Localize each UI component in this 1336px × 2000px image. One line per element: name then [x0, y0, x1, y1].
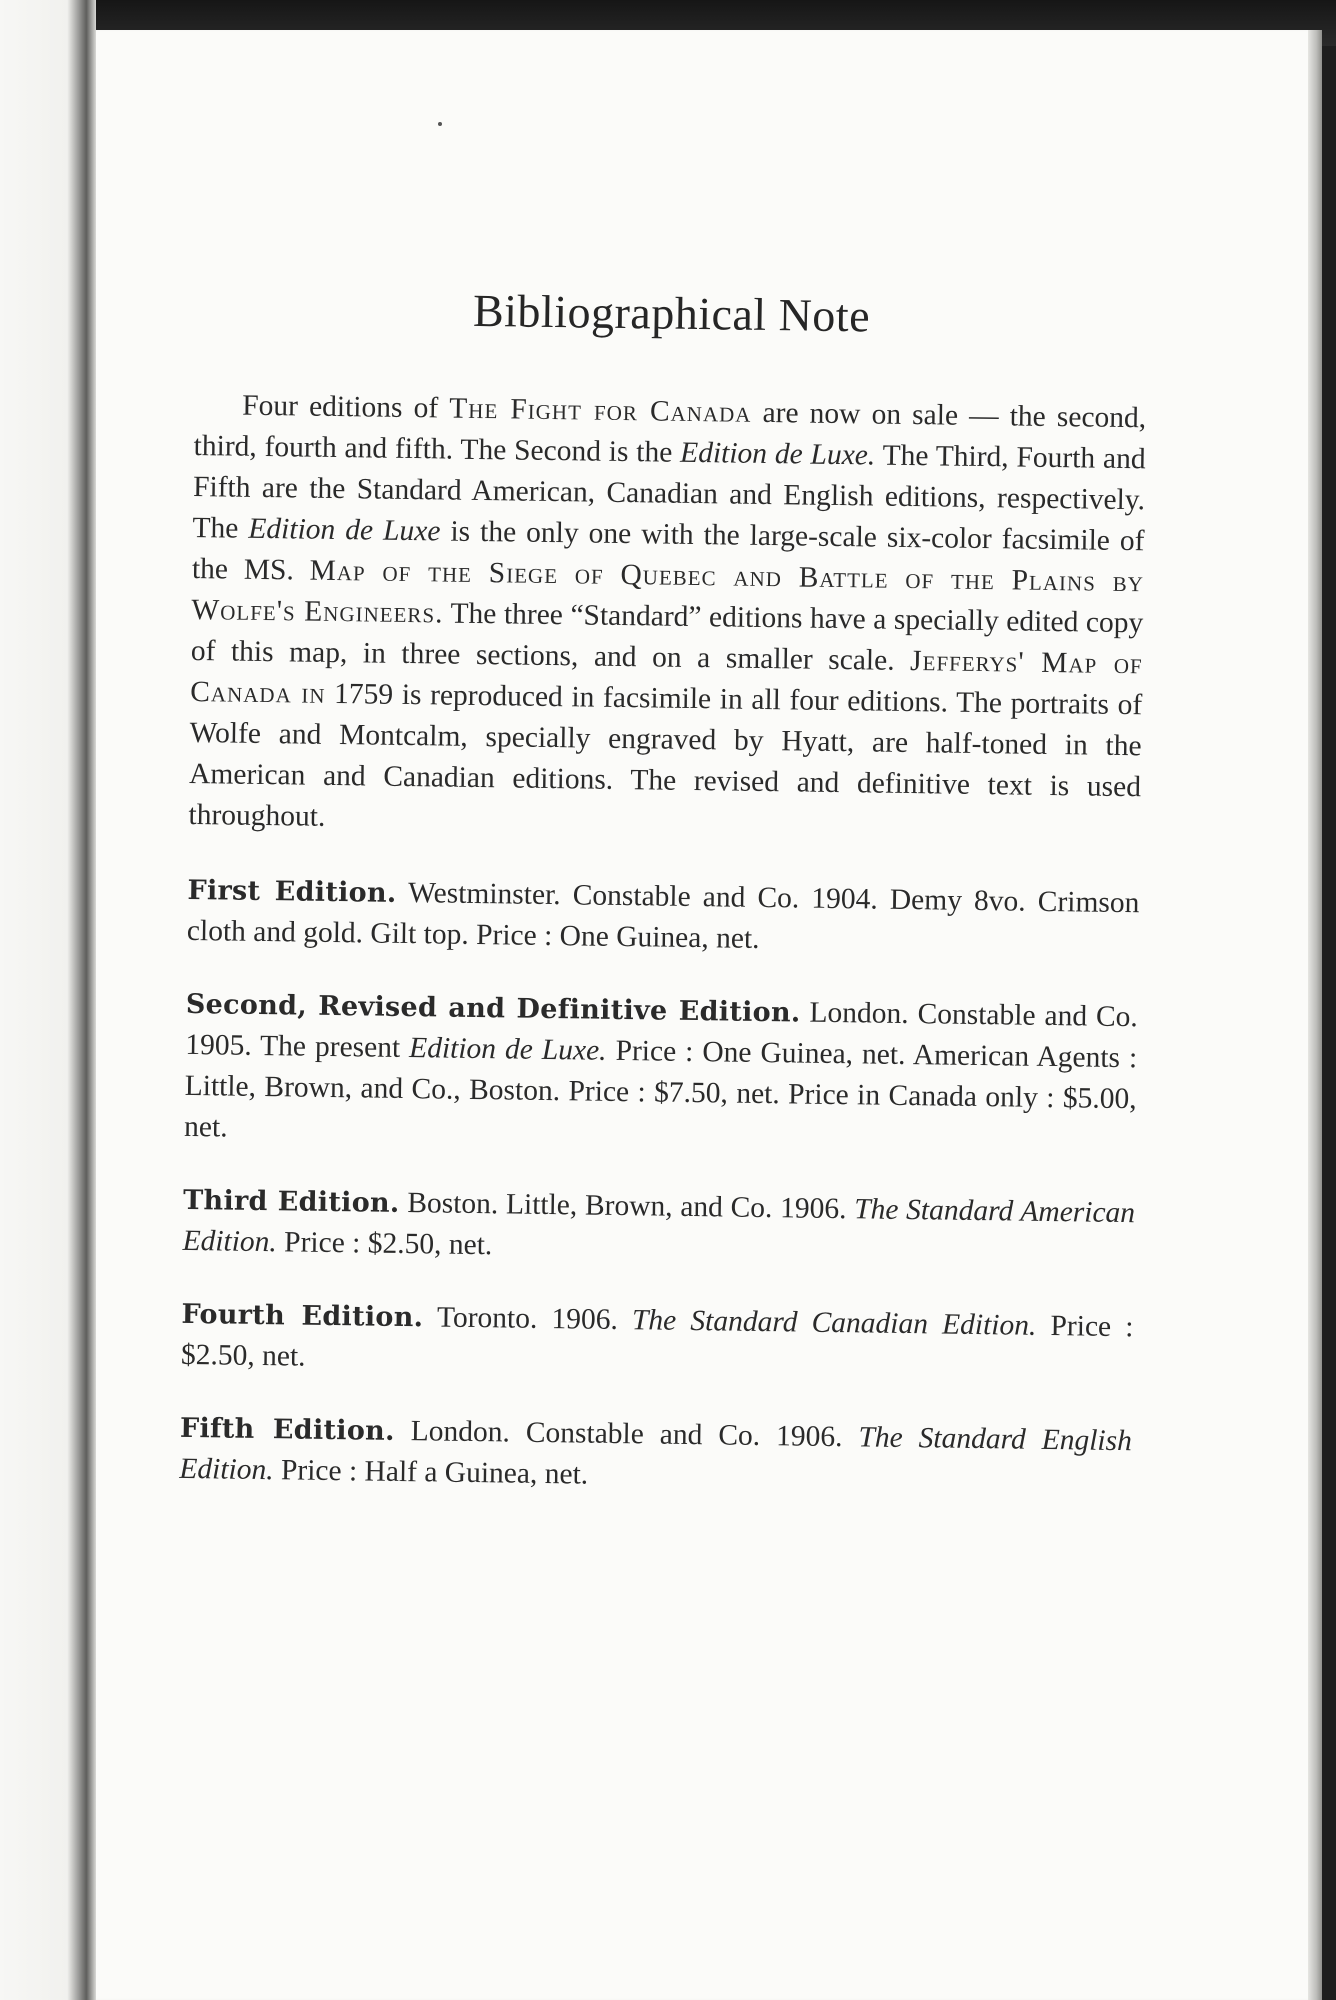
edition-label: Fourth Edition. — [181, 1298, 424, 1334]
intro-text: 1759 is reproduced in facsimile in all four editions. The portraits of Wolfe and Montcalm, specially engraved by Hyatt, are half-toned in the American and Canadian editions. The revised and definitive text is used throughout. — [188, 677, 1143, 833]
edition-entry-fourth — [181, 1294, 1134, 1389]
right-page-edge — [1308, 30, 1322, 2000]
edition-entry-fifth — [179, 1408, 1132, 1503]
edition-price: Price : $2.50, net. — [180, 1309, 1134, 1373]
edition-details: Boston. Little, Brown, and Co. 1906. — [399, 1186, 855, 1226]
edition-label: Second, Revised and Definitive Edition. — [185, 988, 801, 1029]
edition-details: Westminster. Constable and Co. 1904. Demy 8vo. Crimson cloth and gold. Gilt top. Price : One Guinea, net. — [186, 876, 1140, 955]
edition-name: Edition de Luxe. — [408, 1032, 607, 1067]
edition-entry-third — [182, 1180, 1135, 1275]
page-title: Bibliographical Note — [472, 284, 871, 342]
edition-details: Toronto. 1906. — [423, 1301, 633, 1337]
edition-entry-first — [187, 870, 1140, 965]
edition-price: Price : $2.50, net. — [276, 1226, 493, 1262]
map-title: Map of the Siege of Quebec and Battle of the Plains by Wolfe's Engineers. — [191, 554, 1145, 630]
intro-text: Four editions of — [242, 389, 450, 425]
edition-price: Price : Half a Guinea, net. — [273, 1454, 589, 1491]
book-title: The Fight for Canada — [449, 392, 752, 429]
edition-name: The Standard Canadian Edition. — [631, 1304, 1037, 1342]
edition-label: First Edition. — [187, 874, 397, 909]
intro-text: are now on sale — the second, third, fourth and fifth. The Second is the — [193, 396, 1147, 469]
page-content — [179, 280, 1148, 1535]
intro-text: The Third, Fourth and Fifth are the Standard American, Canadian and English editions, respectively. The — [192, 439, 1146, 545]
intro-paragraph — [188, 385, 1146, 849]
edition-label: Third Edition. — [182, 1184, 400, 1219]
page-speck — [438, 122, 442, 126]
edition-de-luxe-term: Edition de Luxe. — [679, 436, 876, 472]
edition-de-luxe-term: Edition de Luxe — [248, 512, 441, 548]
edition-price: Price : One Guinea, net. American Agents : Little, Brown, and Co., Boston. Price : $7.50, net. Price in Canada only : $5.00, net. — [183, 1034, 1138, 1144]
edition-entry-second — [184, 984, 1138, 1161]
left-page-edge — [0, 0, 96, 2000]
edition-name: The Standard English Edition. — [179, 1421, 1133, 1487]
edition-details: London. Constable and Co. 1905. The present — [185, 996, 1139, 1065]
edition-details: London. Constable and Co. 1906. — [394, 1414, 859, 1454]
intro-text: The three “Standard” editions have a specially edited copy of this map, in three sections, and on a smaller scale. — [190, 597, 1144, 678]
edition-label: Fifth Edition. — [179, 1412, 395, 1447]
jefferys-map-title: Jefferys' Map of Canada in — [190, 645, 1143, 710]
edition-name: The Standard American Edition. — [182, 1193, 1136, 1259]
intro-text: is the only one with the large-scale six-color facsimile of the MS. — [191, 515, 1145, 587]
book-page — [96, 30, 1322, 2000]
